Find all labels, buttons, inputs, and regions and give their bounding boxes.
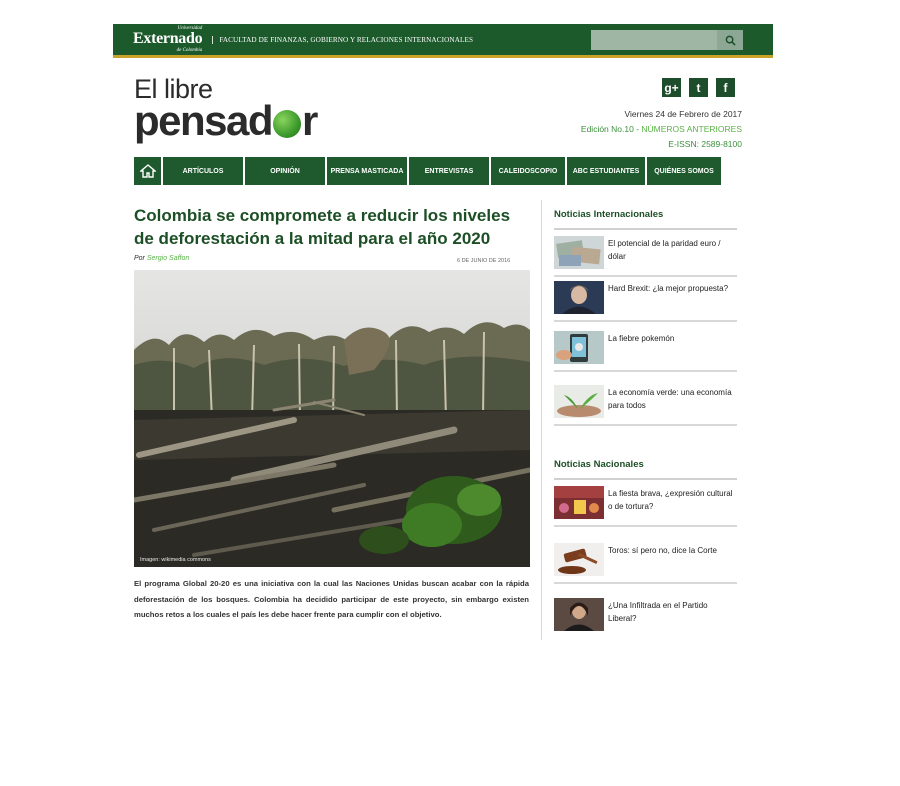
byline-prefix: Por xyxy=(134,255,145,262)
edition-separator: - xyxy=(633,124,642,134)
logo-sub-text: de Colombia xyxy=(176,48,203,53)
twitter-icon[interactable]: t xyxy=(689,78,708,97)
logo-small-text: Universidad xyxy=(177,26,203,31)
nav-quienes-somos[interactable]: QUIÉNES SOMOS xyxy=(647,157,721,185)
portrait-thumbnail xyxy=(554,598,604,631)
sidebar-item-label: La fiesta brava, ¿expresión cultural o de tortura? xyxy=(608,489,733,511)
issn: E-ISSN: 2589-8100 xyxy=(668,139,742,149)
sidebar-item-fiebre-pokemon[interactable] xyxy=(554,331,737,372)
sidebar-item-label: Toros: sí pero no, dice la Corte xyxy=(608,546,717,555)
column-divider xyxy=(541,200,542,640)
faculty-name: FACULTAD DE FINANZAS, GOBIERNO Y RELACIONES INTERNACIONALES xyxy=(212,36,473,44)
current-date: Viernes 24 de Febrero de 2017 xyxy=(624,109,742,119)
social-links xyxy=(662,78,735,97)
article-date: 6 DE JUNIO DE 2016 xyxy=(457,258,511,264)
sidebar-item-label: La economía verde: una economía para todos xyxy=(608,388,732,410)
byline xyxy=(134,255,189,262)
nav-entrevistas[interactable]: ENTREVISTAS xyxy=(409,157,489,185)
currency-thumbnail xyxy=(554,236,604,269)
search-button[interactable] xyxy=(717,30,743,50)
back-issues-link[interactable]: NÚMEROS ANTERIORES xyxy=(641,124,742,134)
edition-line xyxy=(581,122,742,137)
google-plus-icon[interactable]: g+ xyxy=(662,78,681,97)
search-icon xyxy=(725,35,736,46)
logo-line-2-end: r xyxy=(302,97,317,144)
sidebar-item-infiltrada-partido-liberal[interactable] xyxy=(554,598,737,637)
globe-icon xyxy=(273,110,301,138)
university-header-bar xyxy=(113,24,773,58)
sidebar-item-label: La fiebre pokemón xyxy=(608,334,675,343)
deforestation-photo-illustration xyxy=(134,270,530,567)
nav-abc-estudiantes[interactable]: ABC ESTUDIANTES xyxy=(567,157,645,185)
sidebar-item-label: ¿Una Infiltrada en el Partido Liberal? xyxy=(608,601,708,623)
green-economy-thumbnail xyxy=(554,385,604,418)
site-logo[interactable] xyxy=(134,76,317,142)
logo-line-2 xyxy=(134,97,317,144)
main-nav xyxy=(134,157,742,185)
sidebar-item-euro-dolar[interactable] xyxy=(554,236,737,277)
home-icon xyxy=(140,164,156,178)
gavel-thumbnail xyxy=(554,543,604,576)
sidebar-item-economia-verde[interactable] xyxy=(554,385,737,426)
brexit-thumbnail xyxy=(554,281,604,314)
search-input[interactable] xyxy=(591,30,717,50)
national-news-heading[interactable]: Noticias Nacionales xyxy=(554,459,737,480)
bullfight-protest-thumbnail xyxy=(554,486,604,519)
facebook-icon[interactable]: f xyxy=(716,78,735,97)
sidebar-item-label: Hard Brexit: ¿la mejor propuesta? xyxy=(608,284,729,293)
sidebar-item-fiesta-brava[interactable] xyxy=(554,486,737,527)
search-box xyxy=(591,30,743,50)
article-title[interactable]: Colombia se compromete a reducir los niveles de deforestación a la mitad para el año 2020 xyxy=(134,206,511,248)
article-intro: El programa Global 20-20 es una iniciativa con la cual las Naciones Unidas buscan acabar con la rápida deforestación de los bosques. Colombia ha decidido participar de este proyecto, sin embargo existen muchos retos a los cuales el país les debe hacer frente para cumplir con el objetivo. xyxy=(134,579,529,619)
nav-opinion[interactable]: OPINIÓN xyxy=(245,157,325,185)
photo-caption: Imagen: wikimedia commons xyxy=(140,557,211,563)
logo-main-text: Externado xyxy=(133,30,203,47)
logo-line-2-start: pensad xyxy=(134,97,273,144)
nav-home[interactable] xyxy=(134,157,161,185)
externado-logo[interactable] xyxy=(133,26,202,53)
international-news-heading[interactable]: Noticias Internacionales xyxy=(554,209,737,230)
sidebar-item-toros-corte[interactable] xyxy=(554,543,737,584)
sidebar-item-hard-brexit[interactable] xyxy=(554,281,737,322)
author-link[interactable]: Sergio Saffon xyxy=(146,255,190,262)
edition-number: Edición No.10 xyxy=(580,124,634,134)
article-photo xyxy=(134,270,530,567)
nav-caleidoscopio[interactable]: CALEIDOSCOPIO xyxy=(491,157,565,185)
pokemon-phone-thumbnail xyxy=(554,331,604,364)
nav-prensa-masticada[interactable]: PRENSA MASTICADA xyxy=(327,157,407,185)
logo-line-1: El libre xyxy=(134,74,213,104)
issue-info xyxy=(581,107,742,152)
sidebar-item-label: El potencial de la paridad euro / dólar xyxy=(608,239,721,261)
nav-articulos[interactable]: ARTÍCULOS xyxy=(163,157,243,185)
